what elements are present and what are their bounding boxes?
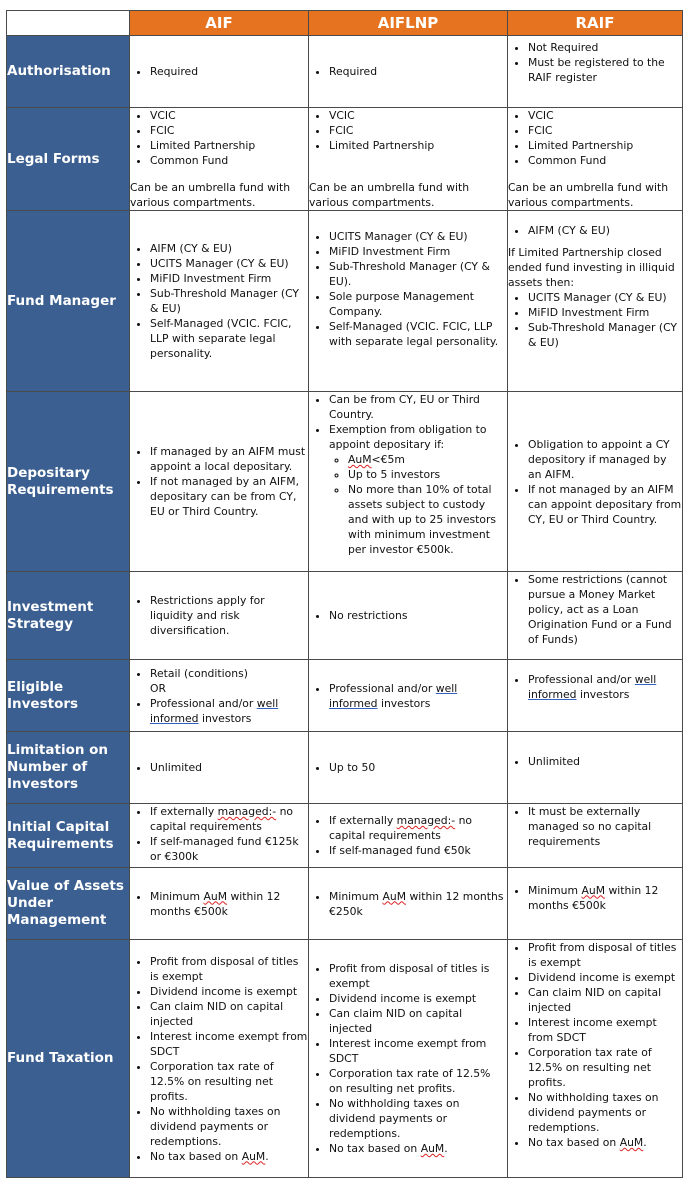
cell-fund-manager-aif [130, 211, 309, 392]
row-label-investment-strategy: Investment Strategy [7, 572, 130, 660]
limited-partnership-note: If Limited Partnership closed ended fund investing in illiquid assets then: [508, 246, 675, 289]
list-item [150, 696, 308, 726]
investor-prefix: Professional and/or [150, 696, 257, 710]
tax-suffix: . [444, 1142, 448, 1155]
list-item: • Corporation tax rate of 12.5% on resulting net profits. [528, 1045, 682, 1090]
aum-term: AuM [203, 889, 228, 903]
capital-prefix: If externally [329, 814, 397, 827]
list-item: • Limited Partnership [528, 138, 682, 153]
row-label-legal-forms: Legal Forms [7, 108, 130, 211]
cell-investment-strategy-aif [130, 572, 309, 660]
header-row [7, 11, 683, 36]
tax-suffix: . [265, 1149, 269, 1163]
cell-investment-strategy-raif [508, 572, 683, 660]
list-item: • Profit from disposal of titles is exempt [528, 940, 682, 970]
row-legal-forms [7, 108, 683, 211]
cell-taxation-aiflnp [309, 940, 508, 1178]
managed-term: managed:- [217, 805, 277, 818]
list-item: • Interest income exempt from SDCT [329, 1036, 507, 1066]
cell-assets-raif [508, 868, 683, 940]
cell-initial-capital-raif [508, 804, 683, 868]
umbrella-note: Can be an umbrella fund with various compartments. [130, 181, 291, 209]
assets-prefix: Minimum [528, 883, 582, 897]
cell-assets-aiflnp [309, 868, 508, 940]
list-item: • MiFID Investment Firm [150, 271, 308, 286]
list-item: • MiFID Investment Firm [528, 305, 682, 320]
list-item: • Restrictions apply for liquidity and risk diversification. [150, 593, 308, 638]
cell-fund-manager-raif [508, 211, 683, 392]
cell-eligible-investors-aif [130, 660, 309, 732]
row-assets [7, 868, 683, 940]
aum-term: AuM [581, 883, 606, 897]
aum-term: AuM [420, 1142, 445, 1155]
assets-prefix: Minimum [329, 889, 383, 903]
cell-investment-strategy-aiflnp [309, 572, 508, 660]
cell-depositary-aiflnp [309, 392, 508, 572]
list-item: • Corporation tax rate of 12.5% on resulting net profits. [329, 1066, 507, 1096]
comparison-table [6, 10, 683, 1178]
exemption-text: Exemption from obligation to appoint depositary if: [329, 423, 487, 451]
list-item: • VCIC [150, 108, 308, 123]
list-item: • FCIC [528, 123, 682, 138]
list-item: • Profit from disposal of titles is exempt [329, 961, 507, 991]
list-item: • VCIC [528, 108, 682, 123]
list-item: • If managed by an AIFM must appoint a local depositary. [150, 444, 308, 474]
list-item: • Corporation tax rate of 12.5% on resulting net profits. [150, 1059, 308, 1104]
list-item [150, 666, 308, 696]
list-item: • UCITS Manager (CY & EU) [150, 256, 308, 271]
list-item: • Unlimited [528, 754, 682, 769]
row-label-authorisation: Authorisation [7, 36, 130, 108]
cell-depositary-raif [508, 392, 683, 572]
cell-limitation-raif [508, 732, 683, 804]
row-authorisation [7, 36, 683, 108]
header-aiflnp: AIFLNP [309, 11, 508, 36]
list-item: • Can be from CY, EU or Third Country. [329, 392, 507, 422]
list-item: • AIFM (CY & EU) [528, 223, 682, 238]
list-item: ◦ No more than 10% of total assets subject to custody and with up to 25 investors with minimum investment per investor €500k. [348, 482, 507, 557]
list-item: • No withholding taxes on dividend payments or redemptions. [150, 1104, 308, 1149]
cell-eligible-investors-raif [508, 660, 683, 732]
list-item: • Not Required [528, 40, 682, 55]
list-item: • If not managed by an AIFM can appoint depositary from CY, EU or Third Country. [528, 482, 682, 527]
list-item: • Sub-Threshold Manager (CY & EU) [150, 286, 308, 316]
list-item [150, 889, 308, 919]
cell-initial-capital-aif [130, 804, 309, 868]
capital-suffix: no capital requirements [329, 814, 473, 842]
assets-suffix: within 12 months €500k [528, 883, 659, 912]
investor-suffix: investors [198, 711, 252, 725]
list-item: • UCITS Manager (CY & EU) [329, 229, 507, 244]
capital-prefix: If externally [150, 805, 218, 818]
aum-threshold: <€5m [371, 453, 405, 466]
tax-suffix: . [643, 1136, 647, 1149]
retail-text: Retail (conditions) [150, 666, 248, 680]
list-item: • Self-Managed (VCIC. FCIC, LLP with separate legal personality. [150, 316, 308, 361]
list-item: • Obligation to appoint a CY depository if managed by an AIFM. [528, 437, 682, 482]
cell-authorisation-aiflnp [309, 36, 508, 108]
or-text: OR [150, 681, 167, 695]
list-item: • Interest income exempt from SDCT [150, 1029, 308, 1059]
cell-limitation-aiflnp [309, 732, 508, 804]
list-item: • No withholding taxes on dividend payments or redemptions. [329, 1096, 507, 1141]
list-item [528, 672, 682, 702]
cell-legal-forms-aif [130, 108, 309, 211]
capital-suffix: no capital requirements [150, 805, 294, 833]
list-item: • Profit from disposal of titles is exempt [150, 954, 308, 984]
list-item: • UCITS Manager (CY & EU) [528, 290, 682, 305]
investor-suffix: investors [576, 688, 630, 701]
row-eligible-investors [7, 660, 683, 732]
cell-authorisation-aif [130, 36, 309, 108]
row-limitation [7, 732, 683, 804]
list-item: • FCIC [150, 123, 308, 138]
row-label-taxation: Fund Taxation [7, 940, 130, 1178]
assets-suffix: within 12 months €250k [329, 889, 504, 918]
row-investment-strategy [7, 572, 683, 660]
list-item: • Some restrictions (cannot pursue a Money Market policy, act as a Loan Origination Fund or a Fund of Funds) [528, 572, 682, 647]
list-item: • Interest income exempt from SDCT [528, 1015, 682, 1045]
cell-taxation-raif [508, 940, 683, 1178]
list-item [329, 681, 507, 711]
row-initial-capital [7, 804, 683, 868]
list-item: • Must be registered to the RAIF register [528, 55, 682, 85]
assets-prefix: Minimum [150, 889, 204, 903]
well-informed-term: well informed [528, 673, 657, 701]
list-item [528, 1135, 682, 1150]
row-taxation [7, 940, 683, 1178]
row-fund-manager [7, 211, 683, 392]
list-item: • Self-Managed (VCIC. FCIC, LLP with separate legal personality. [329, 319, 507, 349]
umbrella-note: Can be an umbrella fund with various compartments. [508, 181, 669, 209]
list-item: • Dividend income is exempt [329, 991, 507, 1006]
cell-eligible-investors-aiflnp [309, 660, 508, 732]
list-item: • Can claim NID on capital injected [150, 999, 308, 1029]
row-label-limitation: Limitation on Number of Investors [7, 732, 130, 804]
list-item: • Unlimited [150, 760, 308, 775]
list-item [329, 1141, 507, 1156]
row-depositary [7, 392, 683, 572]
aum-term: AuM [619, 1136, 644, 1149]
assets-suffix: within 12 months €500k [150, 889, 281, 918]
aum-term: AuM [348, 453, 372, 466]
cell-legal-forms-raif [508, 108, 683, 211]
list-item: • Common Fund [150, 153, 308, 168]
list-item: • MiFID Investment Firm [329, 244, 507, 259]
list-item [329, 422, 507, 557]
cell-initial-capital-aiflnp [309, 804, 508, 868]
list-item: • If self-managed fund €125k or €300k [150, 834, 308, 864]
list-item: • No restrictions [329, 608, 507, 623]
cell-authorisation-raif [508, 36, 683, 108]
list-item [150, 804, 308, 834]
investor-prefix: Professional and/or [329, 681, 436, 695]
list-item [528, 883, 682, 913]
list-item: • Sub-Threshold Manager (CY & EU) [528, 320, 682, 350]
managed-term: managed:- [396, 814, 456, 827]
list-item [329, 813, 507, 843]
list-item: • Can claim NID on capital injected [329, 1006, 507, 1036]
list-item: • Required [150, 64, 308, 79]
list-item: • No withholding taxes on dividend payments or redemptions. [528, 1090, 682, 1135]
list-item: • Dividend income is exempt [150, 984, 308, 999]
cell-fund-manager-aiflnp [309, 211, 508, 392]
row-label-assets: Value of Assets Under Management [7, 868, 130, 940]
list-item: • If not managed by an AIFM, depositary can be from CY, EU or Third Country. [150, 474, 308, 519]
list-item [329, 889, 507, 919]
row-label-fund-manager: Fund Manager [7, 211, 130, 392]
row-label-eligible-investors: Eligible Investors [7, 660, 130, 732]
investor-prefix: Professional and/or [528, 673, 635, 686]
header-raif: RAIF [508, 11, 683, 36]
list-item: • It must be externally managed so no capital requirements [528, 804, 682, 849]
cell-taxation-aif [130, 940, 309, 1178]
list-item: • FCIC [329, 123, 507, 138]
tax-prefix: No tax based on [528, 1136, 620, 1149]
list-item: ◦ Up to 5 investors [348, 467, 507, 482]
corner-cell [7, 11, 130, 36]
cell-depositary-aif [130, 392, 309, 572]
cell-limitation-aif [130, 732, 309, 804]
list-item [150, 1149, 308, 1164]
list-item [348, 452, 507, 467]
header-aif: AIF [130, 11, 309, 36]
tax-prefix: No tax based on [329, 1142, 421, 1155]
well-informed-term: well informed [150, 696, 279, 725]
list-item: • Limited Partnership [150, 138, 308, 153]
list-item: • Up to 50 [329, 760, 507, 775]
list-item: • Sub-Threshold Manager (CY & EU). [329, 259, 507, 289]
investor-suffix: investors [377, 696, 431, 710]
list-item: • Dividend income is exempt [528, 970, 682, 985]
list-item: • If self-managed fund €50k [329, 843, 507, 858]
list-item: • Limited Partnership [329, 138, 507, 153]
cell-assets-aif [130, 868, 309, 940]
well-informed-term: well informed [329, 681, 458, 710]
row-label-depositary: Depositary Requirements [7, 392, 130, 572]
list-item: • VCIC [329, 108, 507, 123]
list-item: • Common Fund [528, 153, 682, 168]
list-item: • Can claim NID on capital injected [528, 985, 682, 1015]
aum-term: AuM [382, 889, 407, 903]
umbrella-note: Can be an umbrella fund with various compartments. [309, 181, 470, 209]
list-item: • Required [329, 64, 507, 79]
tax-prefix: No tax based on [150, 1149, 242, 1163]
list-item: • Sole purpose Management Company. [329, 289, 507, 319]
row-label-initial-capital: Initial Capital Requirements [7, 804, 130, 868]
cell-legal-forms-aiflnp [309, 108, 508, 211]
aum-term: AuM [241, 1149, 266, 1163]
list-item: • AIFM (CY & EU) [150, 241, 308, 256]
